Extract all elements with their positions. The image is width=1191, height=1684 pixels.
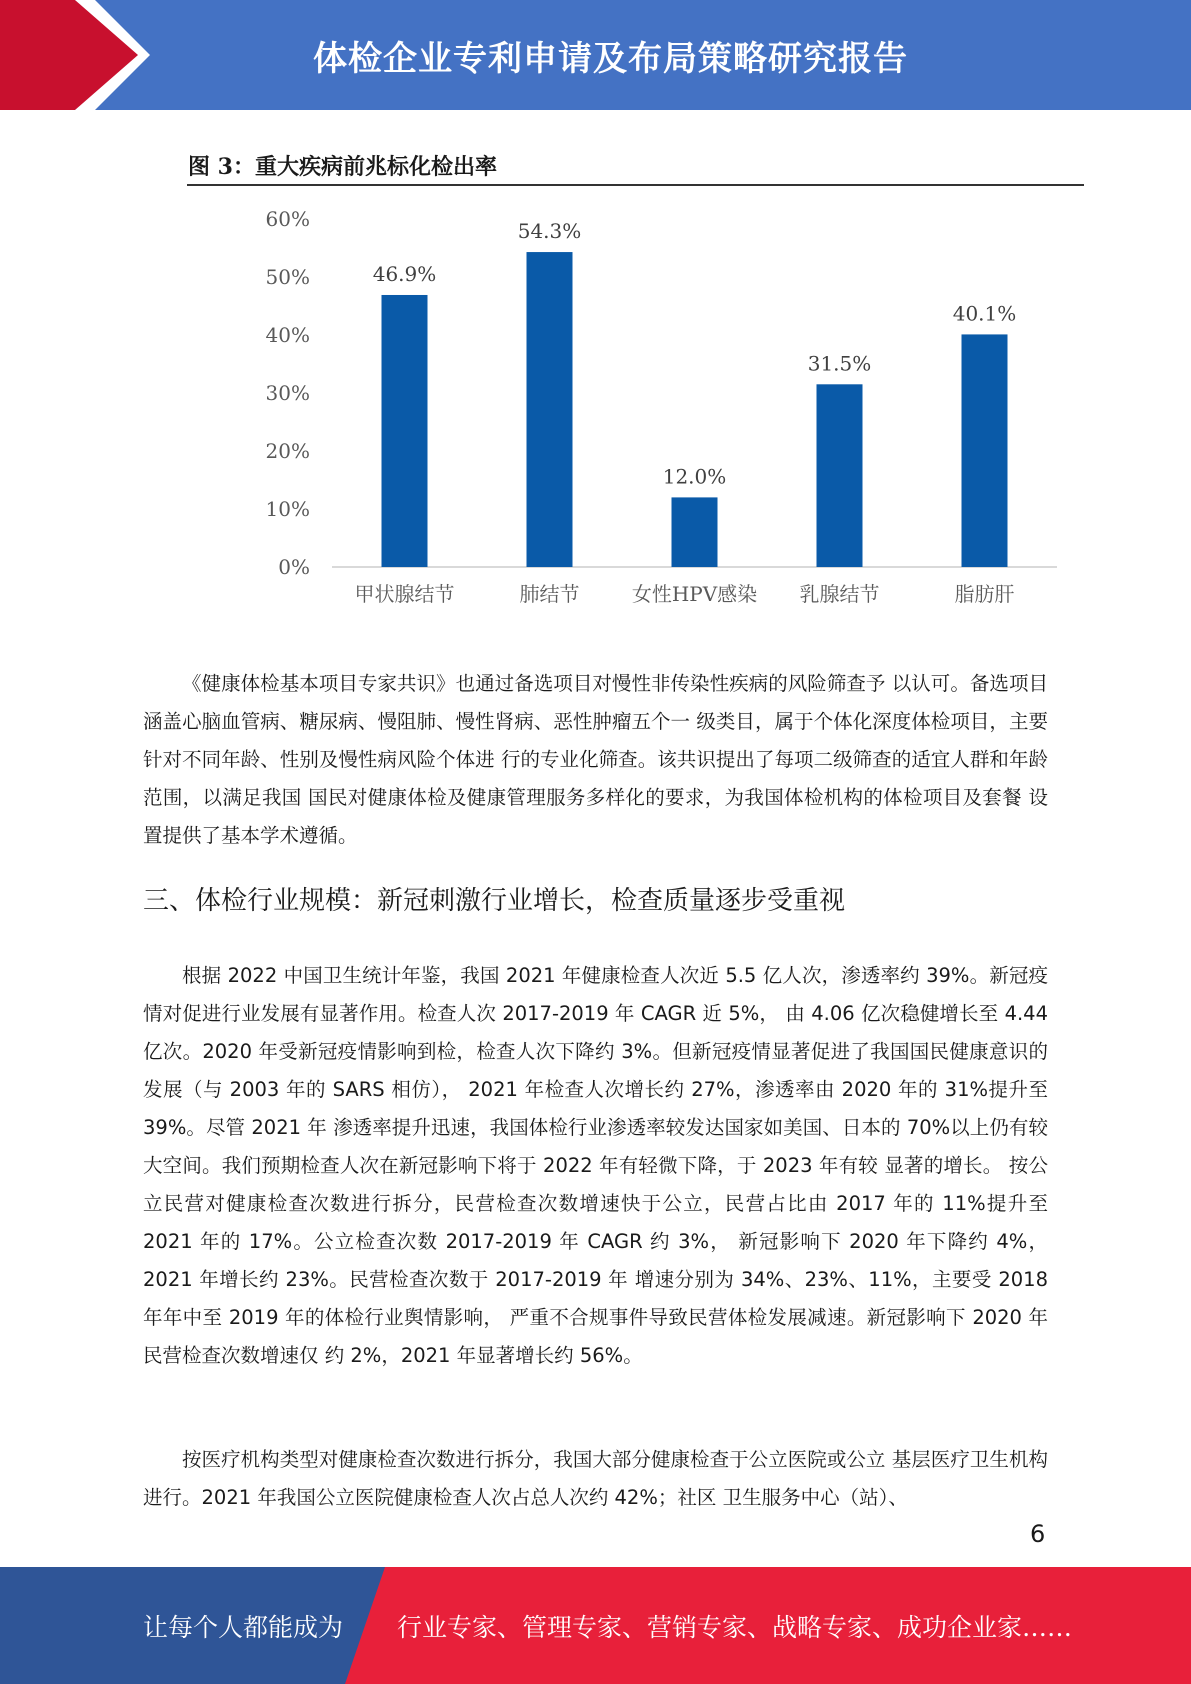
bar-2 — [672, 497, 718, 567]
y-tick-label: 20% — [265, 439, 310, 463]
x-tick-label-2: 女性HPV感染 — [631, 582, 758, 606]
data-label-4: 40.1% — [952, 301, 1017, 326]
paragraph-market-size: 根据 2022 中国卫生统计年鉴，我国 2021 年健康检查人次近 5.5 亿人次，渗透率约 39%。新冠疫情对促进行业发展有显著作用。检查人次 2017-2019 年 CAGR 近 5%， 由 4.06 亿次稳健增长至 4.44 亿次。2020 年受新冠疫情影响到检，检查人次下降约 3%。但新冠疫情显著促进了我国国民健康意识的发展（与 2003 年的 SARS 相仿）， 2021 年检查人次增长约 27%，渗透率由 2020 年的 31%提升至 39%。尽管 2021 年 渗透率提升迅速，我国体检行业渗透率较发达国家如美国、日本的 70%以上仍有较 大空间。我们预期检查人次在新冠影响下将于 2022 年有轻微下降，于 2023 年有较 显著的增长。 按公立民营对健康检查次数进行拆分，民营检查次数增速快于公立，民营占比由 2017 年的 11%提升至 2021 年的 17%。公立检查次数 2017-2019 年 CAGR 约 3%， 新冠影响下 2020 年下降约 4%，2021 年增长约 23%。民营检查次数于 2017-2019 年 增速分别为 34%、23%、11%，主要受 2018 年年中至 2019 年的体检行业舆情影响， 严重不合规事件导致民营体检发展减速。新冠影响下 2020 年民营检查次数增速仅 约 2%，2021 年显著增长约 56%。 — [143, 964, 1048, 1367]
paragraph-consensus: 《健康体检基本项目专家共识》也通过备选项目对慢性非传染性疾病的风险筛查予 以认可。备选项目涵盖心脑血管病、糖尿病、慢阻肺、慢性肾病、恶性肿瘤五个一 级类目，属于个体化深度体检项目，主要针对不同年龄、性别及慢性病风险个体进 行的专业化筛查。该共识提出了每项二级筛查的适宜人群和年龄范围，以满足我国 国民对健康体检及健康管理服务多样化的要求，为我国体检机构的体检项目及套餐 设置提供了基本学术遵循。 — [143, 672, 1048, 847]
data-label-0: 46.9% — [372, 261, 437, 286]
page-header — [0, 0, 1191, 110]
x-tick-label-4: 脂肪肝 — [954, 582, 1015, 606]
figure-divider — [187, 184, 1084, 186]
y-tick-label: 60% — [265, 207, 310, 231]
data-label-3: 31.5% — [807, 351, 872, 376]
y-tick-label: 10% — [265, 497, 310, 521]
bar-3 — [817, 384, 863, 567]
footer-slogan-right: 行业专家、管理专家、营销专家、战略专家、成功企业家…… — [397, 1612, 1073, 1642]
x-tick-label-0: 甲状腺结节 — [354, 582, 455, 606]
data-label-2: 12.0% — [662, 464, 727, 489]
bar-1 — [527, 252, 573, 567]
y-tick-label: 40% — [265, 323, 310, 347]
header-arrow-decoration — [0, 0, 150, 110]
page-number: 6 — [1030, 1520, 1046, 1548]
paragraph-institution-type: 按医疗机构类型对健康检查次数进行拆分，我国大部分健康检查于公立医院或公立 基层医疗卫生机构进行。2021 年我国公立医院健康检查人次占总人次约 42%；社区 卫生服务中心（站）、 — [143, 1448, 1048, 1509]
bar-0 — [382, 295, 428, 567]
bar-chart — [187, 195, 1084, 625]
bar-4 — [962, 334, 1008, 567]
x-tick-label-1: 肺结节 — [519, 582, 580, 606]
data-label-1: 54.3% — [517, 219, 582, 244]
figure-caption: 图 3：重大疾病前兆标化检出率 — [188, 154, 497, 180]
footer-slogan-left: 让每个人都能成为 — [143, 1612, 344, 1642]
document-title: 体检企业专利申请及布局策略研究报告 — [313, 38, 908, 79]
section-heading: 三、体检行业规模：新冠刺激行业增长，检查质量逐步受重视 — [143, 886, 846, 916]
x-tick-label-3: 乳腺结节 — [799, 582, 880, 606]
y-tick-label: 50% — [265, 265, 310, 289]
y-tick-label: 30% — [265, 381, 310, 405]
y-tick-label: 0% — [278, 555, 310, 579]
